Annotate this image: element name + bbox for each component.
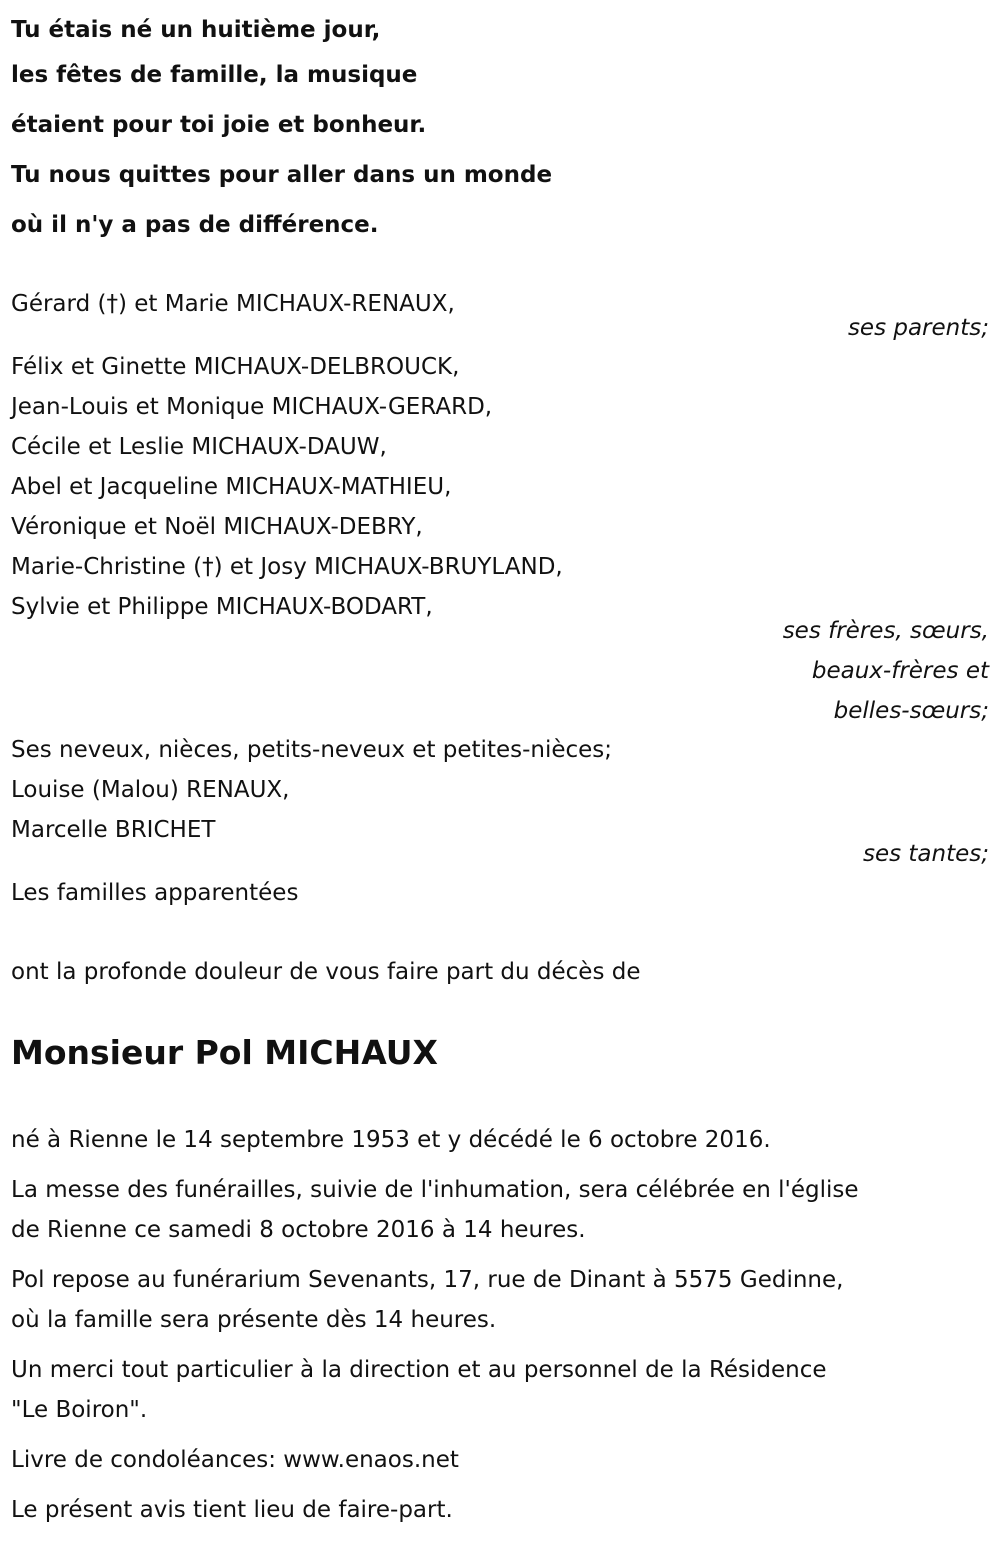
nephews-line: Ses neveux, nièces, petits-neveux et petites-nièces; bbox=[11, 737, 613, 763]
detail-line: né à Rienne le 14 septembre 1953 et y décédé le 6 octobre 2016. bbox=[11, 1127, 771, 1153]
detail-line: Un merci tout particulier à la direction et au personnel de la Résidence bbox=[11, 1357, 827, 1383]
announcement: ont la profonde douleur de vous faire part du décès de bbox=[11, 959, 641, 985]
sibling-line: Sylvie et Philippe MICHAUX-BODART, bbox=[11, 594, 433, 620]
aunts-label: ses tantes; bbox=[862, 841, 989, 867]
sibling-line: Cécile et Leslie MICHAUX-DAUW, bbox=[11, 434, 387, 460]
sibling-line: Marie-Christine (†) et Josy MICHAUX-BRUYLAND, bbox=[11, 554, 563, 580]
sibling-line: Jean-Louis et Monique MICHAUX-GERARD, bbox=[11, 394, 493, 420]
poem-line: Tu nous quittes pour aller dans un monde bbox=[11, 162, 553, 188]
condolences-line: Livre de condoléances: www.enaos.net bbox=[11, 1447, 459, 1473]
sibling-line: Véronique et Noël MICHAUX-DEBRY, bbox=[11, 514, 423, 540]
detail-line: Pol repose au funérarium Sevenants, 17, rue de Dinant à 5575 Gedinne, bbox=[11, 1267, 844, 1293]
poem-line: Tu étais né un huitième jour, bbox=[11, 17, 381, 43]
detail-line: Le présent avis tient lieu de faire-part. bbox=[11, 1497, 453, 1523]
aunt-line: Marcelle BRICHET bbox=[11, 817, 216, 843]
detail-line: La messe des funérailles, suivie de l'inhumation, sera célébrée en l'église bbox=[11, 1177, 859, 1203]
poem-line: où il n'y a pas de différence. bbox=[11, 212, 379, 238]
parents-line: Gérard (†) et Marie MICHAUX-RENAUX, bbox=[11, 291, 455, 317]
parents-label: ses parents; bbox=[847, 315, 989, 341]
families-line: Les familles apparentées bbox=[11, 880, 299, 906]
detail-line: "Le Boiron". bbox=[11, 1397, 148, 1423]
siblings-label: beaux-frères et bbox=[811, 658, 989, 684]
aunt-line: Louise (Malou) RENAUX, bbox=[11, 777, 290, 803]
poem-line: les fêtes de famille, la musique bbox=[11, 62, 418, 88]
sibling-line: Félix et Ginette MICHAUX-DELBROUCK, bbox=[11, 354, 460, 380]
sibling-line: Abel et Jacqueline MICHAUX-MATHIEU, bbox=[11, 474, 452, 500]
deceased-name: Monsieur Pol MICHAUX bbox=[11, 1033, 438, 1072]
detail-line: de Rienne ce samedi 8 octobre 2016 à 14 heures. bbox=[11, 1217, 586, 1243]
siblings-label: ses frères, sœurs, bbox=[782, 618, 989, 644]
detail-line: où la famille sera présente dès 14 heures. bbox=[11, 1307, 497, 1333]
siblings-label: belles-sœurs; bbox=[833, 698, 989, 724]
poem-line: étaient pour toi joie et bonheur. bbox=[11, 112, 427, 138]
